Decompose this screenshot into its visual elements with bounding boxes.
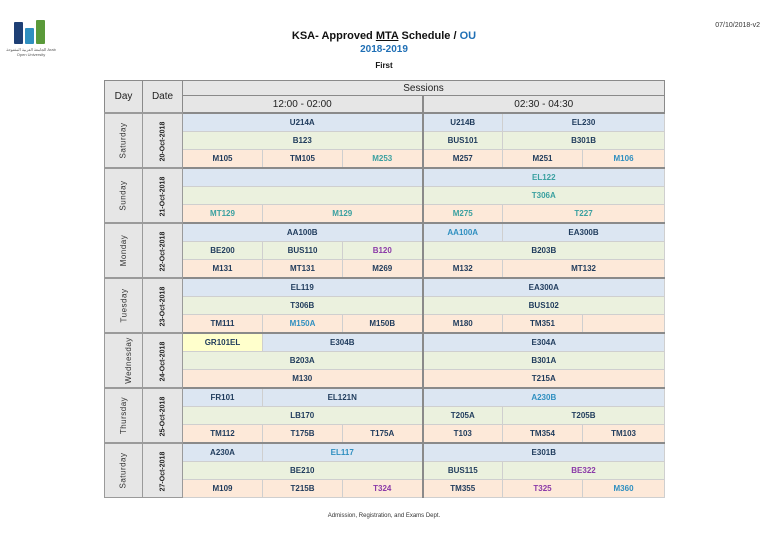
course-cell: M253 xyxy=(343,150,423,169)
course-cell: MT129 xyxy=(183,205,263,224)
table-row xyxy=(105,187,665,205)
course-cell: T103 xyxy=(423,425,503,444)
course-cell: TM355 xyxy=(423,480,503,498)
course-cell: AA100B xyxy=(183,223,423,242)
day-name: Saturday xyxy=(119,122,128,159)
day-cell xyxy=(105,168,143,223)
time-slot-2: 02:30 - 04:30 xyxy=(423,96,665,114)
table-row xyxy=(105,150,665,169)
course-cell: M275 xyxy=(423,205,503,224)
course-cell: EA300A xyxy=(423,278,665,297)
day-cell xyxy=(105,443,143,498)
course-cell: B301B xyxy=(503,132,665,150)
title-mta: MTA xyxy=(375,30,399,42)
course-cell: TM351 xyxy=(503,315,583,334)
table-row xyxy=(105,388,665,407)
table-row xyxy=(105,407,665,425)
table-row xyxy=(105,113,665,132)
page-title xyxy=(0,30,768,42)
date-label: 20-Oct-2018 xyxy=(159,121,167,162)
course-cell: TM111 xyxy=(183,315,263,334)
course-cell: E304A xyxy=(423,333,665,352)
date-label: 24-Oct-2018 xyxy=(159,341,167,382)
table-row xyxy=(105,278,665,297)
course-cell: M130 xyxy=(183,370,423,389)
course-cell: T205B xyxy=(503,407,665,425)
course-cell: T227 xyxy=(503,205,665,224)
course-cell: B203B xyxy=(423,242,665,260)
course-cell: U214A xyxy=(183,113,423,132)
course-cell-highlighted: GR101EL xyxy=(183,333,263,352)
sessions-header: Sessions xyxy=(183,81,665,96)
course-cell: M360 xyxy=(583,480,665,498)
academic-year: 2018-2019 xyxy=(360,44,408,55)
course-cell: EL119 xyxy=(183,278,423,297)
day-name: Wednesday xyxy=(123,337,133,384)
schedule-table xyxy=(104,80,665,498)
table-row xyxy=(105,443,665,462)
term-label: First xyxy=(375,61,393,70)
course-cell: TM103 xyxy=(583,425,665,444)
day-cell xyxy=(105,113,143,168)
course-cell: M131 xyxy=(183,260,263,279)
table-row xyxy=(105,333,665,352)
title-mid: Schedule / xyxy=(398,30,460,42)
course-cell: LB170 xyxy=(183,407,423,425)
day-cell xyxy=(105,278,143,333)
course-cell: M180 xyxy=(423,315,503,334)
table-row xyxy=(105,462,665,480)
time-slot-1: 12:00 - 02:00 xyxy=(183,96,423,114)
course-cell: M106 xyxy=(583,150,665,169)
course-cell: E304B xyxy=(263,333,423,352)
course-cell: M257 xyxy=(423,150,503,169)
course-cell: T325 xyxy=(503,480,583,498)
date-label: 25-Oct-2018 xyxy=(159,396,167,437)
course-cell: MT131 xyxy=(263,260,343,279)
header-row-sessions xyxy=(105,81,665,96)
course-cell: AA100A xyxy=(423,223,503,242)
table-row xyxy=(105,168,665,187)
empty-cell xyxy=(183,187,423,205)
date-label: 23-Oct-2018 xyxy=(159,286,167,327)
version-stamp: 07/10/2018-v2 xyxy=(715,22,760,29)
course-cell: U214B xyxy=(423,113,503,132)
course-cell: T306B xyxy=(183,297,423,315)
course-cell: BUS110 xyxy=(263,242,343,260)
table-row xyxy=(105,260,665,279)
table-row xyxy=(105,223,665,242)
course-cell: M105 xyxy=(183,150,263,169)
logo-text: الجامعة العربية المفتوحة Arab Open University xyxy=(6,47,56,57)
table-row xyxy=(105,352,665,370)
course-cell: E301B xyxy=(423,443,665,462)
course-cell: BE322 xyxy=(503,462,665,480)
table-row xyxy=(105,425,665,444)
day-name: Thursday xyxy=(119,396,129,435)
table-row xyxy=(105,297,665,315)
course-cell: T205A xyxy=(423,407,503,425)
day-header: Day xyxy=(105,81,143,114)
day-cell xyxy=(105,388,143,443)
date-label: 27-Oct-2018 xyxy=(159,451,167,492)
date-cell xyxy=(143,333,183,388)
course-cell: A230B xyxy=(423,388,665,407)
title-ou: OU xyxy=(459,30,477,42)
table-row xyxy=(105,205,665,224)
course-cell: T306A xyxy=(423,187,665,205)
table-row xyxy=(105,480,665,498)
course-cell: BE210 xyxy=(183,462,423,480)
date-label: 22-Oct-2018 xyxy=(159,231,167,272)
day-name: Tuesday xyxy=(118,288,128,323)
date-cell xyxy=(143,223,183,278)
date-cell xyxy=(143,278,183,333)
footer-department: Admission, Registration, and Exams Dept. xyxy=(327,513,441,519)
date-cell xyxy=(143,113,183,168)
course-cell: EL121N xyxy=(263,388,423,407)
course-cell: B120 xyxy=(343,242,423,260)
day-name: Sunday xyxy=(118,180,128,211)
table-row xyxy=(105,315,665,334)
course-cell: T324 xyxy=(343,480,423,498)
course-cell: M251 xyxy=(503,150,583,169)
course-cell: EL122 xyxy=(423,168,665,187)
table-row xyxy=(105,370,665,389)
course-cell: B203A xyxy=(183,352,423,370)
course-cell: M109 xyxy=(183,480,263,498)
course-cell: A230A xyxy=(183,443,263,462)
course-cell: T175B xyxy=(263,425,343,444)
course-cell: FR101 xyxy=(183,388,263,407)
header-row-times xyxy=(105,96,665,114)
course-cell: M150A xyxy=(263,315,343,334)
empty-cell xyxy=(183,168,423,187)
course-cell: B301A xyxy=(423,352,665,370)
course-cell: EL117 xyxy=(263,443,423,462)
course-cell: M129 xyxy=(263,205,423,224)
table-row xyxy=(105,242,665,260)
course-cell: BUS115 xyxy=(423,462,503,480)
date-cell xyxy=(143,168,183,223)
day-name: Saturday xyxy=(119,452,128,489)
day-cell xyxy=(105,333,143,388)
title-prefix: KSA- Approved xyxy=(291,30,376,42)
course-cell: TM354 xyxy=(503,425,583,444)
course-cell: BE200 xyxy=(183,242,263,260)
course-cell: T175A xyxy=(343,425,423,444)
course-cell: BUS102 xyxy=(423,297,665,315)
course-cell: M269 xyxy=(343,260,423,279)
course-cell: EL230 xyxy=(503,113,665,132)
course-cell: MT132 xyxy=(503,260,665,279)
course-cell: B123 xyxy=(183,132,423,150)
course-cell: M132 xyxy=(423,260,503,279)
course-cell: TM112 xyxy=(183,425,263,444)
table-row xyxy=(105,132,665,150)
day-cell xyxy=(105,223,143,278)
course-cell: TM105 xyxy=(263,150,343,169)
date-header: Date xyxy=(143,81,183,114)
course-cell: T215A xyxy=(423,370,665,389)
empty-cell xyxy=(583,315,665,334)
course-cell: T215B xyxy=(263,480,343,498)
course-cell: EA300B xyxy=(503,223,665,242)
date-cell xyxy=(143,443,183,498)
date-label: 21-Oct-2018 xyxy=(159,176,167,217)
day-name: Monday xyxy=(119,234,128,267)
course-cell: M150B xyxy=(343,315,423,334)
course-cell: BUS101 xyxy=(423,132,503,150)
date-cell xyxy=(143,388,183,443)
